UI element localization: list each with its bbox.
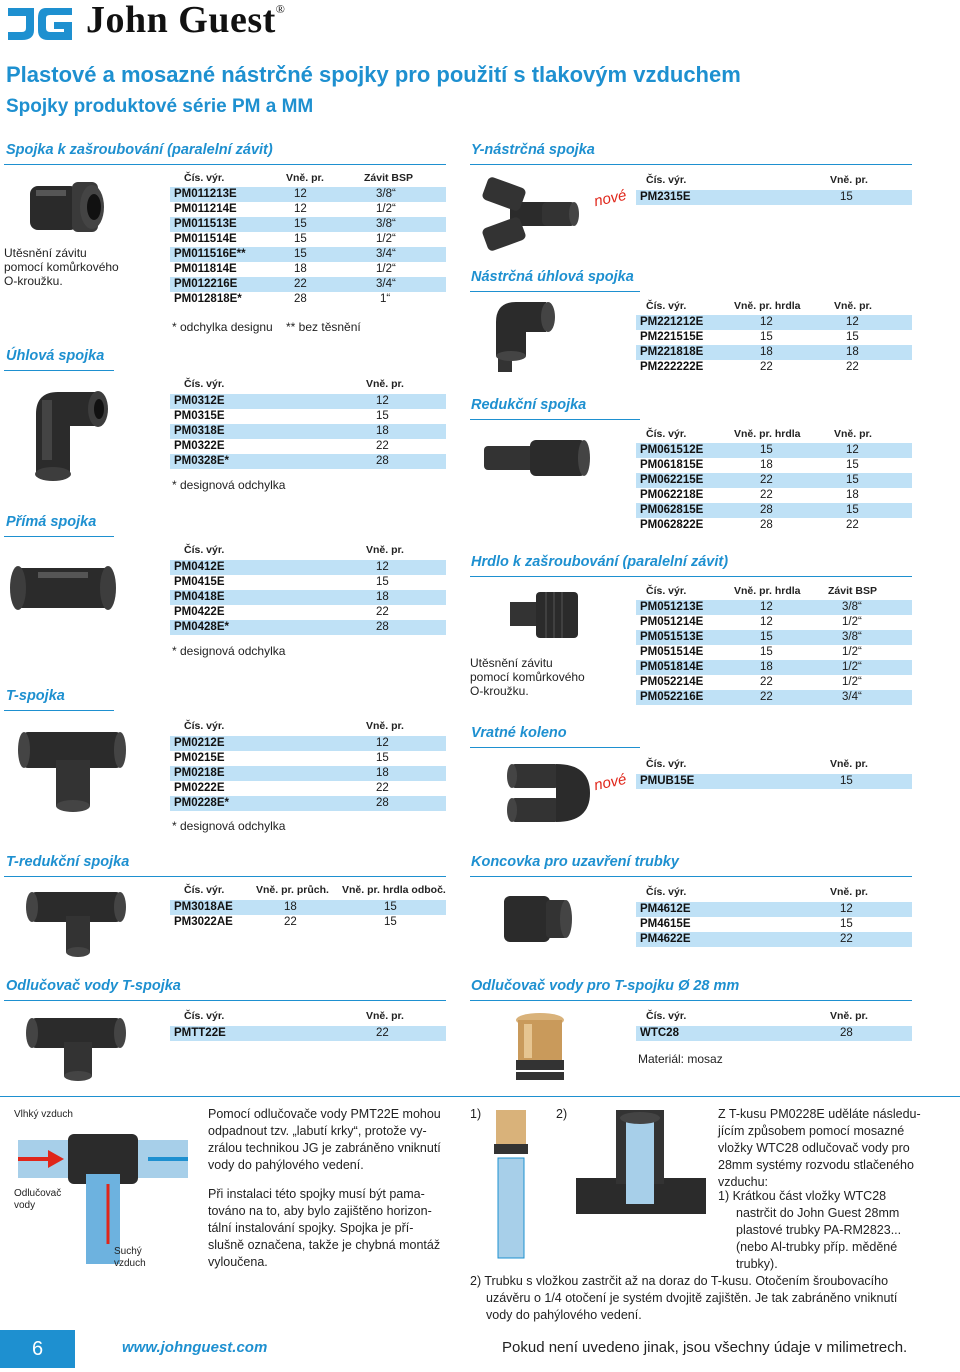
table-row: PM011214E 12 1/2“ [174, 203, 396, 215]
footnote: * designová odchylka [172, 644, 286, 658]
table-row: WTC28 28 [636, 1026, 912, 1041]
reducer-image [480, 436, 590, 480]
step-2-diagram [576, 1108, 706, 1258]
paragraph-2: Při instalaci této spojky musí být pama- továno na to, aby bylo zajištěno horizon- tální instalování spojky. Spojka je pří- slušně označena, takže je chybná montáž vyloučena. [208, 1187, 441, 1269]
section-title: Spojka k zašroubování (paralelní závit) [6, 142, 273, 158]
table-row: PM221212E 12 12 [636, 315, 912, 330]
table-row: PM062215E 22 15 [636, 473, 912, 488]
new-badge: nové [592, 186, 628, 211]
section-title: Odlučovač vody T-spojka [6, 978, 181, 994]
jg-logo-icon [4, 4, 76, 42]
table-row: PM051814E 18 1/2“ [636, 660, 912, 675]
table-row: PM0412E 12 [170, 560, 446, 575]
footnote: * designová odchylka [172, 478, 286, 492]
section-title: Vratné koleno [471, 725, 567, 741]
table-r1: Čís. výr. Vně. pr. PM2315E 15 [636, 174, 912, 206]
u-bend-image [506, 758, 596, 830]
table-row: PM221515E 15 15 [640, 331, 859, 343]
table-s3: Čís. výr. Vně. pr. PM0412E 12 PM0415E 15 PM0418E 18 PM0422E 22 PM0428E* 28 [170, 544, 446, 639]
footnote: * designová odchylka [172, 819, 286, 833]
disclaimer: Pokud není uvedeno jinak, jsou všechny údaje v milimetrech. [502, 1339, 908, 1356]
table-row: PM4612E 12 [636, 902, 912, 917]
new-badge: nové [592, 770, 628, 795]
table-row: PM3018AE 18 15 [170, 900, 446, 915]
instruction-1: 1) Krátkou část vložky WTC28 nastrčit do John Guest 28mm plastové trubky PA-RM2823... (nebo Al-trubky příp. měděné trubky). [718, 1189, 902, 1271]
material-note: Materiál: mosaz [638, 1052, 723, 1066]
table-s5: Čís. výr. Vně. pr. průch. Vně. pr. hrdla odboč. PM3018AE 18 15 PM3022AE 22 15 [170, 884, 446, 930]
section-title: Redukční spojka [471, 397, 587, 413]
table-row: PM4615E 15 [640, 918, 853, 930]
table-row: PM3022AE 22 15 [174, 916, 397, 928]
page-number: 6 [0, 1330, 75, 1368]
reducing-tee-image [26, 886, 126, 958]
label-separator: Odlučovač vody [14, 1188, 62, 1211]
elbow-connector-image [26, 384, 116, 484]
table-row: PMTT22E 22 [170, 1026, 446, 1041]
section-title: Hrdlo k zašroubování (paralelní závit) [471, 554, 729, 570]
table-row: PM052216E 22 3/4“ [636, 690, 912, 705]
section-title: Koncovka pro uzavření trubky [471, 854, 679, 870]
stem-adapter-image [506, 586, 586, 646]
footnote: * odchylka designu [172, 320, 273, 334]
table-row: PM052214E 22 1/2“ [640, 676, 862, 688]
page-subtitle: Spojky produktové série PM a MM [6, 96, 314, 117]
section-title: Odlučovač vody pro T-spojku Ø 28 mm [471, 978, 740, 994]
instruction-2: 2) Trubku s vložkou zastrčit až na doraz do T-kusu. Otočením šroubovacího uzávěru o 1/4 otočení je systém dvojitě zajištěn. Je tak zabráněno vniknutí vody do pahýlového vedení. [470, 1274, 898, 1322]
table-row: PM061512E 15 12 [636, 443, 912, 458]
paragraph-1: Pomocí odlučovače vody PMT22E mohou odpadnout tzv. „labutí krky“, protože vy- zrálou technikou JG je zabráněno vniknutí vody do pahýlového vedení. [208, 1107, 441, 1172]
table-row: PM0212E 12 [170, 736, 446, 751]
table-row: PM062822E 28 22 [640, 519, 859, 531]
footnote: ** bez těsnění [286, 320, 361, 334]
straight-connector-image [8, 556, 118, 620]
table-row: PM2315E 15 [636, 190, 912, 205]
table-s2: Čís. výr. Vně. pr. PM0312E 12 PM0315E 15 PM0318E 18 PM0322E 22 PM0328E* 28 [170, 378, 446, 473]
table-row: PM011513E 15 3/8“ [170, 217, 446, 232]
table-row: PM012818E* 28 1“ [174, 293, 391, 305]
section-title: Y-nástrčná spojka [471, 142, 595, 158]
table-row: PMUB15E 15 [636, 774, 912, 789]
r4-note: Utěsnění závitu pomocí komůrkového O-kroužku. [470, 656, 585, 698]
brand-name: John Guest® [86, 0, 286, 41]
table-row: PM051213E 12 3/8“ [636, 600, 912, 615]
table-row: PM051514E 15 1/2“ [640, 646, 862, 658]
table-row: PM221818E 18 18 [636, 345, 912, 360]
table-row: PM0318E 18 [170, 424, 446, 439]
right-intro: Z T-kusu PM0228E uděláte následu- jícím způsobem pomocí mosazné vložky WTC28 odlučovač vody pro 28mm systémy rozvodu stlačeného vzduchu: [718, 1107, 921, 1189]
section-title: T-redukční spojka [6, 854, 130, 870]
table-row: PM0222E 22 [174, 782, 389, 794]
y-connector-image [480, 172, 580, 262]
stem-elbow-image [490, 296, 560, 376]
table-row: PM012216E 22 3/4“ [170, 277, 446, 292]
table-row: PM0428E* 28 [170, 620, 446, 635]
website-link[interactable]: www.johnguest.com [122, 1339, 268, 1356]
table-row: PM0215E 15 [174, 752, 389, 764]
s1-note: Utěsnění závitu pomocí komůrkového O-kroužku. [4, 246, 119, 288]
table-row: PM222222E 22 22 [640, 361, 859, 373]
table-r3: Čís. výr. Vně. pr. hrdla Vně. pr. PM061512E 15 12 PM061815E 18 15 PM062215E 22 15 PM062218E 22 18 PM062815E 28 15 PM062822E 28 22 [636, 428, 912, 536]
section-title: Úhlová spojka [6, 348, 105, 364]
table-r4: Čís. výr. Vně. pr. hrdla Závit BSP PM051213E 12 3/8“ PM051214E 12 1/2“ PM051513E 15 3/8“ PM051514E 15 1/2“ PM051814E 18 1/2“ PM052214E 22 1/2“ PM052216E 22 3/4“ [636, 585, 912, 708]
section-title: T-spojka [6, 688, 65, 704]
table-row: PM051214E 12 1/2“ [640, 616, 862, 628]
label-wet-air: Vlhký vzduch [14, 1109, 73, 1120]
table-row: PM061815E 18 15 [640, 459, 859, 471]
step-1-label: 1) [470, 1107, 482, 1121]
table-row: PM062218E 22 18 [640, 489, 859, 501]
brass-insert-image [512, 1010, 568, 1084]
table-row: PM0218E 18 [170, 766, 446, 781]
table-row: PM0422E 22 [174, 606, 389, 618]
end-plug-image [500, 886, 576, 952]
table-row: PM0315E 15 [174, 410, 389, 422]
label-dry-air: Suchý vzduch [114, 1246, 146, 1269]
section-title: Přímá spojka [6, 514, 97, 530]
table-s1: Čís. výr. Vně. pr. Závit BSP PM011213E 12 3/8“ PM011214E 12 1/2“ PM011513E 15 3/8“ PM011514E 15 1/2“ PM011516E** 15 3/4“ PM011814E 18 1/2“ PM012216E 22 3/4“ PM012818E* 28 1“ [170, 172, 446, 312]
table-r7: Čís. výr. Vně. pr. WTC28 28 [636, 1010, 912, 1042]
water-separator-tee-image [26, 1012, 126, 1082]
table-row: PM4622E 22 [636, 932, 912, 947]
table-r5: Čís. výr. Vně. pr. PMUB15E 15 [636, 758, 912, 790]
table-row: PM0415E 15 [174, 576, 389, 588]
page-title: Plastové a mosazné nástrčné spojky pro použití s tlakovým vzduchem [6, 62, 741, 87]
table-row: PM0228E* 28 [170, 796, 446, 811]
table-row: PM011516E** 15 3/4“ [170, 247, 446, 262]
table-s4: Čís. výr. Vně. pr. PM0212E 12 PM0215E 15 PM0218E 18 PM0222E 22 PM0228E* 28 [170, 720, 446, 815]
table-r2: Čís. výr. Vně. pr. hrdla Vně. pr. PM221212E 12 12 PM221515E 15 15 PM221818E 18 18 PM222222E 22 22 [636, 300, 912, 378]
table-row: PM0312E 12 [170, 394, 446, 409]
tee-connector-image [18, 724, 128, 814]
table-s6: Čís. výr. Vně. pr. PMTT22E 22 [170, 1010, 446, 1042]
table-row: PM062815E 28 15 [636, 503, 912, 518]
step-2-label: 2) [556, 1107, 568, 1121]
section-title: Nástrčná úhlová spojka [471, 269, 634, 285]
step-1-diagram [486, 1108, 536, 1268]
table-row: PM0418E 18 [170, 590, 446, 605]
table-row: PM011213E 12 3/8“ [170, 187, 446, 202]
table-row: PM011814E 18 1/2“ [174, 263, 396, 275]
table-row: PM011514E 15 1/2“ [174, 233, 396, 245]
table-row: PM051513E 15 3/8“ [636, 630, 912, 645]
threaded-connector-image [22, 176, 112, 236]
table-row: PM0328E* 28 [170, 454, 446, 469]
table-row: PM0322E 22 [174, 440, 389, 452]
table-r6: Čís. výr. Vně. pr. PM4612E 12 PM4615E 15 PM4622E 22 [636, 886, 912, 948]
